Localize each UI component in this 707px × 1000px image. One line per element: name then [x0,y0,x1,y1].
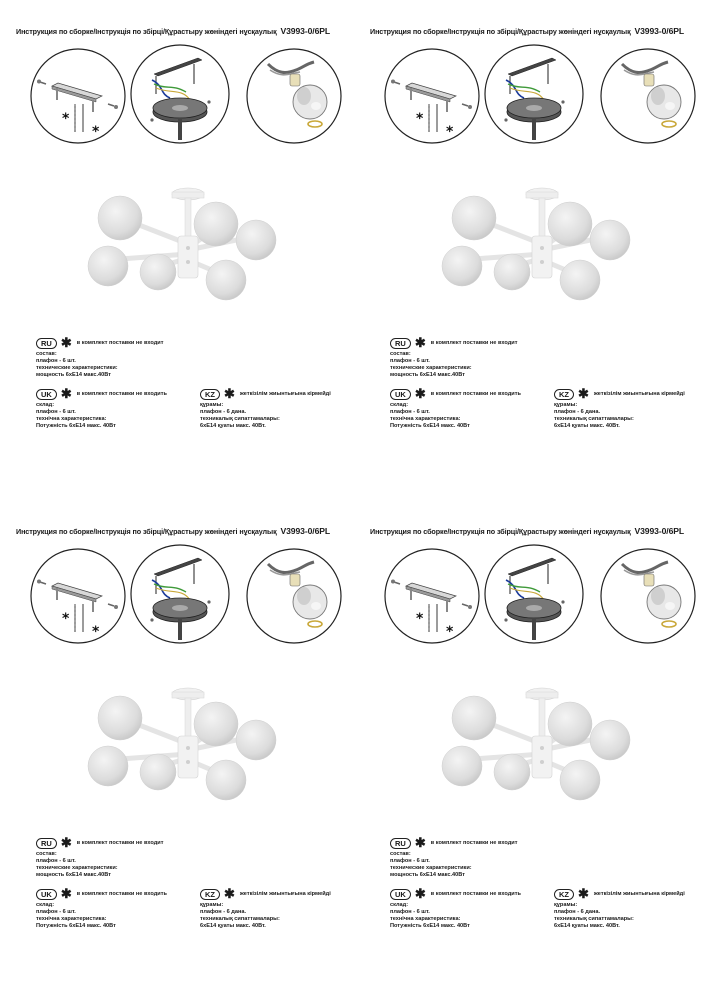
chandelier-illustration [434,178,644,308]
lang-badge: RU [36,338,57,349]
spec-line: плафон - 6 шт. [36,857,76,864]
spec-line: техникалық сипаттамалары: [200,415,280,422]
spec-line: техникалық сипаттамалары: [554,915,634,922]
spec-line: 6хЕ14 қуаты макс. 40Вт. [200,422,266,429]
spec-line: плафон - 6 шт. [390,908,430,915]
spec-line: склад: [36,402,55,408]
spec-line: Потужність 6хЕ14 макс. 40Вт [36,422,116,429]
spec-line: состав: [390,851,411,857]
spec-line: технические характеристики: [390,364,472,371]
svg-text:*: * [92,124,100,140]
spec-block-kz [554,388,685,430]
canopy-wiring-diagram [485,45,583,143]
spec-line: құрамы: [554,402,578,408]
title-text: Инструкция по сборке/Інструкція по збірці/Құрастыру жөніндегі нұсқаулық [370,27,631,36]
model-code: V3993-0/6PL [634,526,685,536]
spec-line: технічна характеристика: [390,915,461,922]
spec-line: плафон - 6 шт. [390,408,430,415]
spec-block-ru [390,337,517,379]
bracket-diagram [31,549,125,643]
instruction-sheet [0,500,353,1000]
svg-text:*: * [446,124,454,140]
spec-line: состав: [36,351,57,357]
model-code: V3993-0/6PL [634,26,685,36]
spec-line: 6хЕ14 қуаты макс. 40Вт. [200,922,266,929]
spec-block-kz [200,888,331,930]
not-included-note: в комплект поставки не входит [430,839,518,846]
spec-block-ru [390,837,517,879]
asterisk-icon: ✱ [60,886,72,901]
not-included-note: в комплект поставки не входить [430,890,521,897]
lang-badge: KZ [554,889,574,900]
not-included-note: в комплект поставки не входить [76,890,167,897]
asterisk-icon: ✱ [224,886,235,901]
lang-badge: UK [390,889,411,900]
spec-line: плафон - 6 дана. [200,408,247,415]
title-text: Инструкция по сборке/Інструкція по збірці/Құрастыру жөніндегі нұсқаулық [370,527,631,536]
not-included-note: жеткізілім жиынтығына кірмейді [239,890,331,897]
asterisk-icon: ✱ [578,886,589,901]
not-included-note: в комплект поставки не входит [430,339,518,346]
spec-block-kz [554,888,685,930]
svg-text:*: * [92,624,100,640]
asterisk-icon: ✱ [60,335,72,350]
not-included-note: жеткізілім жиынтығына кірмейді [593,890,685,897]
bracket-diagram [31,49,125,143]
bracket-diagram [385,49,479,143]
spec-block-uk [390,388,521,430]
not-included-note: в комплект поставки не входить [76,390,167,397]
canopy-wiring-diagram [485,545,583,643]
spec-line: технические характеристики: [390,864,472,871]
shade-assembly-diagram [601,49,695,143]
spec-line: технічна характеристика: [390,415,461,422]
svg-text:*: * [446,624,454,640]
title-text: Инструкция по сборке/Інструкція по збірці/Құрастыру жөніндегі нұсқаулық [16,27,277,36]
assembly-steps-diagram [384,44,704,144]
assembly-steps-diagram [384,544,704,644]
spec-line: Потужність 6хЕ14 макс. 40Вт [390,422,470,429]
spec-line: мощность 6хЕ14 макс.40Вт [390,371,465,378]
spec-line: склад: [390,902,409,908]
chandelier-illustration [434,678,644,808]
asterisk-icon: ✱ [578,386,589,401]
spec-line: склад: [36,902,55,908]
spec-block-ru [36,337,163,379]
lang-badge: UK [36,889,57,900]
spec-line: технічна характеристика: [36,915,107,922]
asterisk-icon: ✱ [60,835,72,850]
assembly-steps-diagram [30,44,350,144]
assembly-steps-diagram [30,544,350,644]
spec-line: мощность 6хЕ14 макс.40Вт [36,371,111,378]
bracket-diagram [385,549,479,643]
shade-assembly-diagram [247,549,341,643]
canopy-wiring-diagram [131,45,229,143]
spec-line: плафон - 6 шт. [390,357,430,364]
spec-line: 6хЕ14 қуаты макс. 40Вт. [554,422,620,429]
spec-line: состав: [36,851,57,857]
instruction-sheet [354,500,707,1000]
spec-line: 6хЕ14 қуаты макс. 40Вт. [554,922,620,929]
spec-line: құрамы: [200,402,224,408]
page-title [16,526,346,536]
svg-text:*: * [416,611,424,627]
spec-block-ru [36,837,163,879]
lang-badge: KZ [200,889,220,900]
not-included-note: жеткізілім жиынтығына кірмейді [593,390,685,397]
spec-line: плафон - 6 дана. [554,408,601,415]
spec-line: склад: [390,402,409,408]
spec-line: плафон - 6 дана. [200,908,247,915]
lang-badge: KZ [200,389,220,400]
model-code: V3993-0/6PL [280,526,331,536]
spec-line: плафон - 6 шт. [36,408,76,415]
not-included-note: в комплект поставки не входить [430,390,521,397]
asterisk-icon: ✱ [414,835,426,850]
page-title [16,26,346,36]
spec-line: техникалық сипаттамалары: [554,415,634,422]
spec-line: Потужність 6хЕ14 макс. 40Вт [36,922,116,929]
asterisk-icon: ✱ [224,386,235,401]
instruction-sheet [354,0,707,500]
spec-line: плафон - 6 шт. [36,908,76,915]
chandelier-illustration [80,678,290,808]
spec-block-uk [36,888,167,930]
lang-badge: UK [390,389,411,400]
spec-line: состав: [390,351,411,357]
shade-assembly-diagram [247,49,341,143]
title-text: Инструкция по сборке/Інструкція по збірці/Құрастыру жөніндегі нұсқаулық [16,527,277,536]
not-included-note: в комплект поставки не входит [76,339,164,346]
page-title [370,526,700,536]
spec-line: плафон - 6 шт. [390,857,430,864]
svg-text:*: * [416,111,424,127]
svg-text:*: * [62,111,70,127]
lang-badge: RU [36,838,57,849]
lang-badge: KZ [554,389,574,400]
model-code: V3993-0/6PL [280,26,331,36]
lang-badge: UK [36,389,57,400]
svg-text:*: * [62,611,70,627]
spec-line: техникалық сипаттамалары: [200,915,280,922]
spec-line: мощность 6хЕ14 макс.40Вт [36,871,111,878]
not-included-note: в комплект поставки не входит [76,839,164,846]
canopy-wiring-diagram [131,545,229,643]
spec-block-uk [36,388,167,430]
shade-assembly-diagram [601,549,695,643]
lang-badge: RU [390,338,411,349]
instruction-sheet [0,0,353,500]
spec-line: құрамы: [200,902,224,908]
not-included-note: жеткізілім жиынтығына кірмейді [239,390,331,397]
asterisk-icon: ✱ [414,886,426,901]
spec-block-kz [200,388,331,430]
spec-line: технические характеристики: [36,864,118,871]
spec-line: плафон - 6 шт. [36,357,76,364]
asterisk-icon: ✱ [414,335,426,350]
spec-line: Потужність 6хЕ14 макс. 40Вт [390,922,470,929]
page-title [370,26,700,36]
spec-line: мощность 6хЕ14 макс.40Вт [390,871,465,878]
spec-line: технічна характеристика: [36,415,107,422]
spec-line: технические характеристики: [36,364,118,371]
lang-badge: RU [390,838,411,849]
spec-line: құрамы: [554,902,578,908]
spec-block-uk [390,888,521,930]
asterisk-icon: ✱ [60,386,72,401]
asterisk-icon: ✱ [414,386,426,401]
chandelier-illustration [80,178,290,308]
spec-line: плафон - 6 дана. [554,908,601,915]
